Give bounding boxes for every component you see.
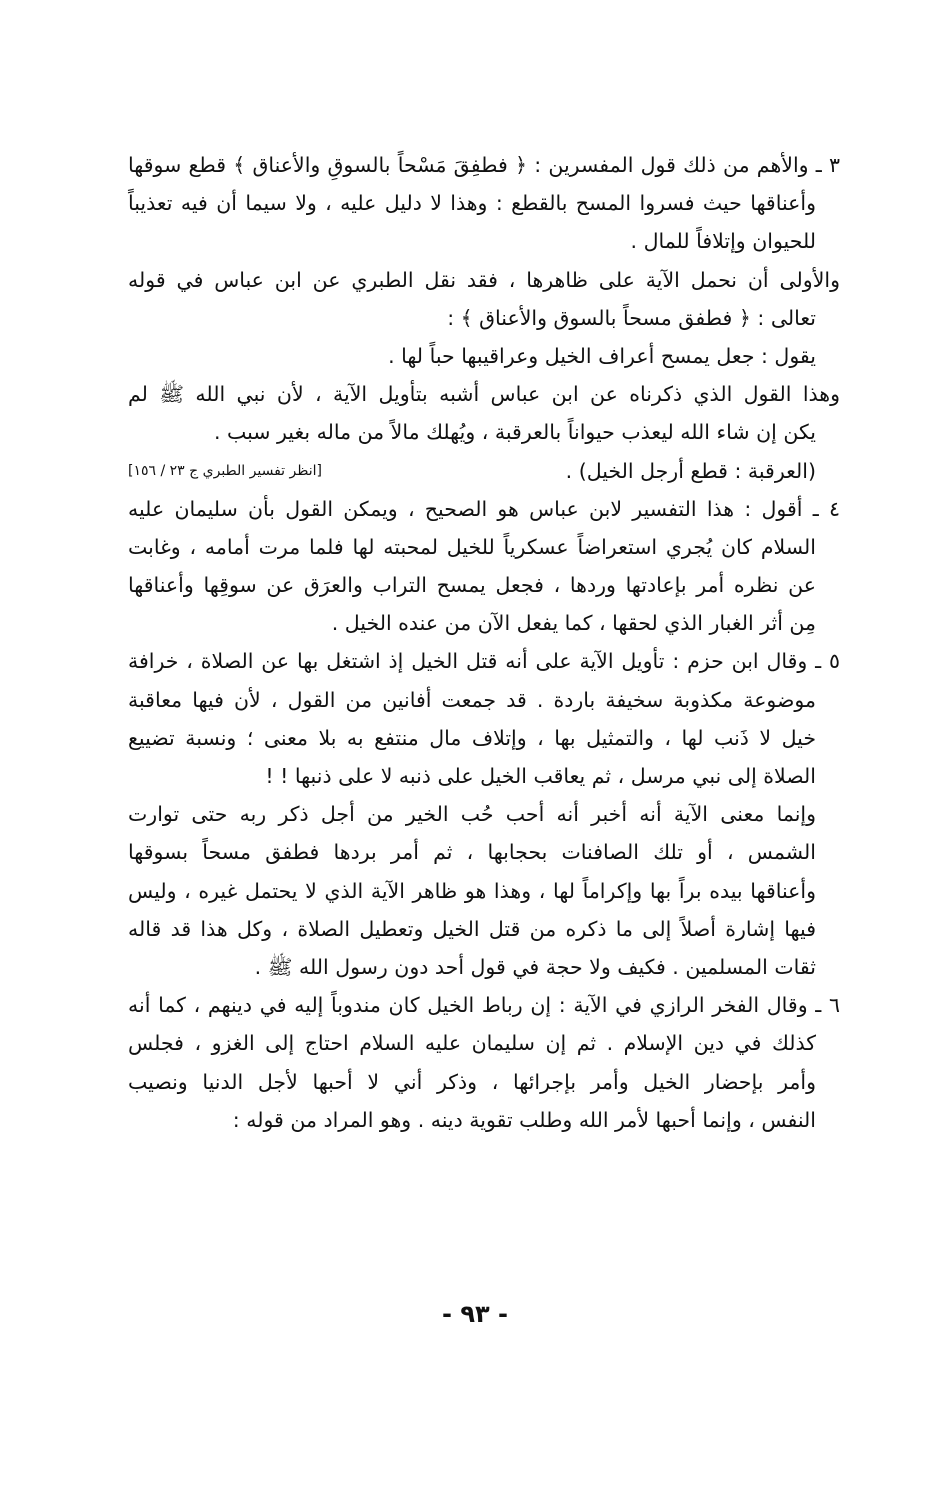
- text-line: مِن أثر الغبار الذي لحقها ، كما يفعل الآن من عنده الخيل .: [331, 611, 816, 636]
- text-line: الصلاة إلى نبي مرسل ، ثم يعاقب الخيل على ذنبه لا على ذنبها ! !: [265, 764, 816, 788]
- page-number: - ٩٣ -: [442, 1300, 508, 1328]
- page-text: [128, 146, 840, 1139]
- text-line: وإنما معنى الآية أنه أخبر أنه أحب حُب الخير من أجل ذكر ربه حتى توارت: [128, 802, 816, 827]
- text-line: الشمس ، أو تلك الصافنات بحجابها ، ثم أمر بردها فطفق مسحاً بسوقها: [128, 840, 816, 865]
- text-line: خيل لا ذَنب لها ، والتمثيل بها ، وإتلاف مال منتفع به بلا معنى ؛ ونسبة تضييع: [128, 725, 816, 750]
- text-line: عن نظره أمر بإعادتها وردها ، فجعل يمسح التراب والعرَق عن سوقِها وأعناقها: [128, 573, 816, 598]
- text-line: السلام كان يُجري استعراضاً عسكرياً للخيل لمحبته لها فلما مرت أمامه ، وغابت: [128, 534, 816, 559]
- text-line: والأولى أن نحمل الآية على ظاهرها ، فقد نقل الطبري عن ابن عباس في قوله: [128, 267, 840, 292]
- source-reference: [انظر تفسير الطبري ج ٢٣ / ١٥٦]: [128, 462, 322, 479]
- text-line: للحيوان وإتلافاً للمال .: [630, 229, 816, 254]
- text-line: ٤ ـ أقول : هذا التفسير لابن عباس هو الصحيح ، ويمكن القول بأن سليمان عليه: [128, 496, 840, 521]
- text-line: وأعناقها حيث فسروا المسح بالقطع : وهذا لا دليل عليه ، ولا سيما أن فيه تعذيباً: [128, 191, 816, 216]
- text-line: تعالى : ﴿ فطفق مسحاً بالسوق والأعناق ﴾ :: [447, 305, 816, 330]
- text-line: ثقات المسلمين . فكيف ولا حجة في قول أحد دون رسول الله ﷺ .: [254, 954, 816, 979]
- text-line: يكن إن شاء الله ليعذب حيواناً بالعرقبة ، ويُهلك مالاً من ماله بغير سبب .: [213, 420, 816, 445]
- text-line: النفس ، وإنما أحبها لأمر الله وطلب تقوية دينه . وهو المراد من قوله :: [232, 1107, 816, 1132]
- text-line: موضوعة مكذوبة سخيفة باردة . قد جمعت أفانين من القول ، لأن فيها معاقبة: [128, 687, 816, 712]
- text-line: ٣ ـ والأهم من ذلك قول المفسرين : ﴿ فطفِقَ مَسْحاً بالسوقِ والأعناق ﴾ قطع سوقها: [128, 153, 840, 177]
- text-line: وأعناقها بيده براً بها وإكراماً لها ، وهذا هو ظاهر الآية الذي لا يحتمل غيره ، وليس: [128, 878, 816, 903]
- text-line: [128, 452, 840, 490]
- line-text: (العرقبة : قطع أرجل الخيل) .: [565, 458, 816, 483]
- text-line: ٦ ـ وقال الفخر الرازي في الآية : إن رباط الخيل كان مندوباً إليه في دينهم ، كما أنه: [128, 993, 840, 1018]
- text-line: فيها إشارة أصلاً إلى ما ذكره من قتل الخيل وتعطيل الصلاة ، وكل هذا قد قاله: [128, 916, 816, 941]
- text-line: ٥ ـ وقال ابن حزم : تأويل الآية على أنه قتل الخيل إذ اشتغل بها عن الصلاة ، خرافة: [128, 649, 840, 674]
- text-line: وهذا القول الذي ذكرناه عن ابن عباس أشبه بتأويل الآية ، لأن نبي الله ﷺ لم: [128, 382, 840, 407]
- text-line: يقول : جعل يمسح أعراف الخيل وعراقيبها حباً لها .: [388, 343, 816, 368]
- text-line: كذلك في دين الإسلام . ثم إن سليمان عليه السلام احتاج إلى الغزو ، فجلس: [128, 1031, 816, 1056]
- text-line: وأمر بإحضار الخيل وأمر بإجرائها ، وذكر أني لا أحبها لأجل الدنيا ونصيب: [128, 1069, 816, 1094]
